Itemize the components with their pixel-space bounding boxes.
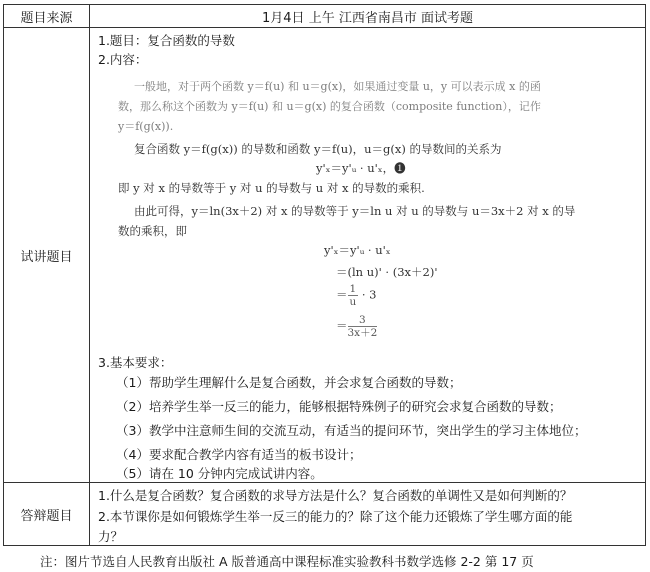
- defense-question-1: 1.什么是复合函数？复合函数的求导方法是什么？复合函数的单调性又是如何判断的？: [98, 488, 573, 503]
- trial-title: 1.题目：复合函数的导数: [98, 33, 235, 48]
- derivation-step-2: ＝(ln u)' · (3x＋2)': [336, 265, 438, 279]
- excerpt-line: 复合函数 y＝f(g(x)) 的导数和函数 y＝f(u)，u＝g(x) 的导数间的关系为: [134, 142, 502, 156]
- excerpt-line: 数的乘积，即: [118, 224, 187, 238]
- requirement-item: （4）要求配合教学内容有适当的板书设计；: [116, 447, 362, 462]
- requirements-label: 3.基本要求：: [98, 355, 173, 370]
- defense-content: [90, 483, 646, 546]
- requirement-item: （5）请在 10 分钟内完成试讲内容。: [116, 466, 323, 481]
- excerpt-line: 即 y 对 x 的导数等于 y 对 u 的导数与 u 对 x 的导数的乘积.: [118, 181, 425, 195]
- header-exam-title: 1月4日 上午 江西省南昌市 面试考题: [90, 5, 646, 28]
- trial-content: [90, 28, 646, 483]
- defense-question-2-cont: 力？: [98, 529, 124, 544]
- chain-rule-formula: y'ₓ＝y'ᵤ · u'ₓ，❶: [316, 161, 406, 175]
- derivation-step-3: ＝ $\frac{1}{u}$ · 3: [336, 283, 377, 308]
- excerpt-line: y＝f(g(x)).: [118, 120, 174, 133]
- excerpt-line: 一般地，对于两个函数 y＝f(u) 和 u＝g(x)，如果通过变量 u，y 可以表示成 x 的函: [134, 80, 541, 93]
- derivation-step-1: y'ₓ＝y'ᵤ · u'ₓ: [324, 243, 391, 257]
- exam-table: [3, 4, 646, 546]
- trial-label: 试讲题目: [4, 28, 90, 483]
- derivation-step-4: ＝ $\frac{3}{3x+2}$: [336, 314, 378, 339]
- defense-question-2: 2.本节课你是如何锻炼学生举一反三的能力的？除了这个能力还锻炼了学生哪方面的能: [98, 509, 573, 524]
- header-source-label: 题目来源: [4, 5, 90, 28]
- requirement-item: （3）教学中注意师生间的交流互动，有适当的提问环节，突出学生的学习主体地位；: [116, 423, 587, 438]
- content-label: 2.内容：: [98, 52, 148, 67]
- excerpt-line: 由此可得，y＝ln(3x＋2) 对 x 的导数等于 y＝ln u 对 u 的导数与 u＝3x＋2 对 x 的导: [134, 204, 576, 218]
- requirement-item: （2）培养学生举一反三的能力，能够根据特殊例子的研究会求复合函数的导数；: [116, 399, 562, 414]
- footnote: 注：图片节选自人民教育出版社 A 版普通高中课程标准实验教科书数学选修 2-2 第 17 页: [40, 554, 534, 569]
- defense-label: 答辩题目: [4, 483, 90, 546]
- excerpt-line: 数，那么称这个函数为 y＝f(u) 和 u＝g(x) 的复合函数（composite function），记作: [118, 100, 541, 113]
- requirement-item: （1）帮助学生理解什么是复合函数，并会求复合函数的导数；: [116, 375, 462, 390]
